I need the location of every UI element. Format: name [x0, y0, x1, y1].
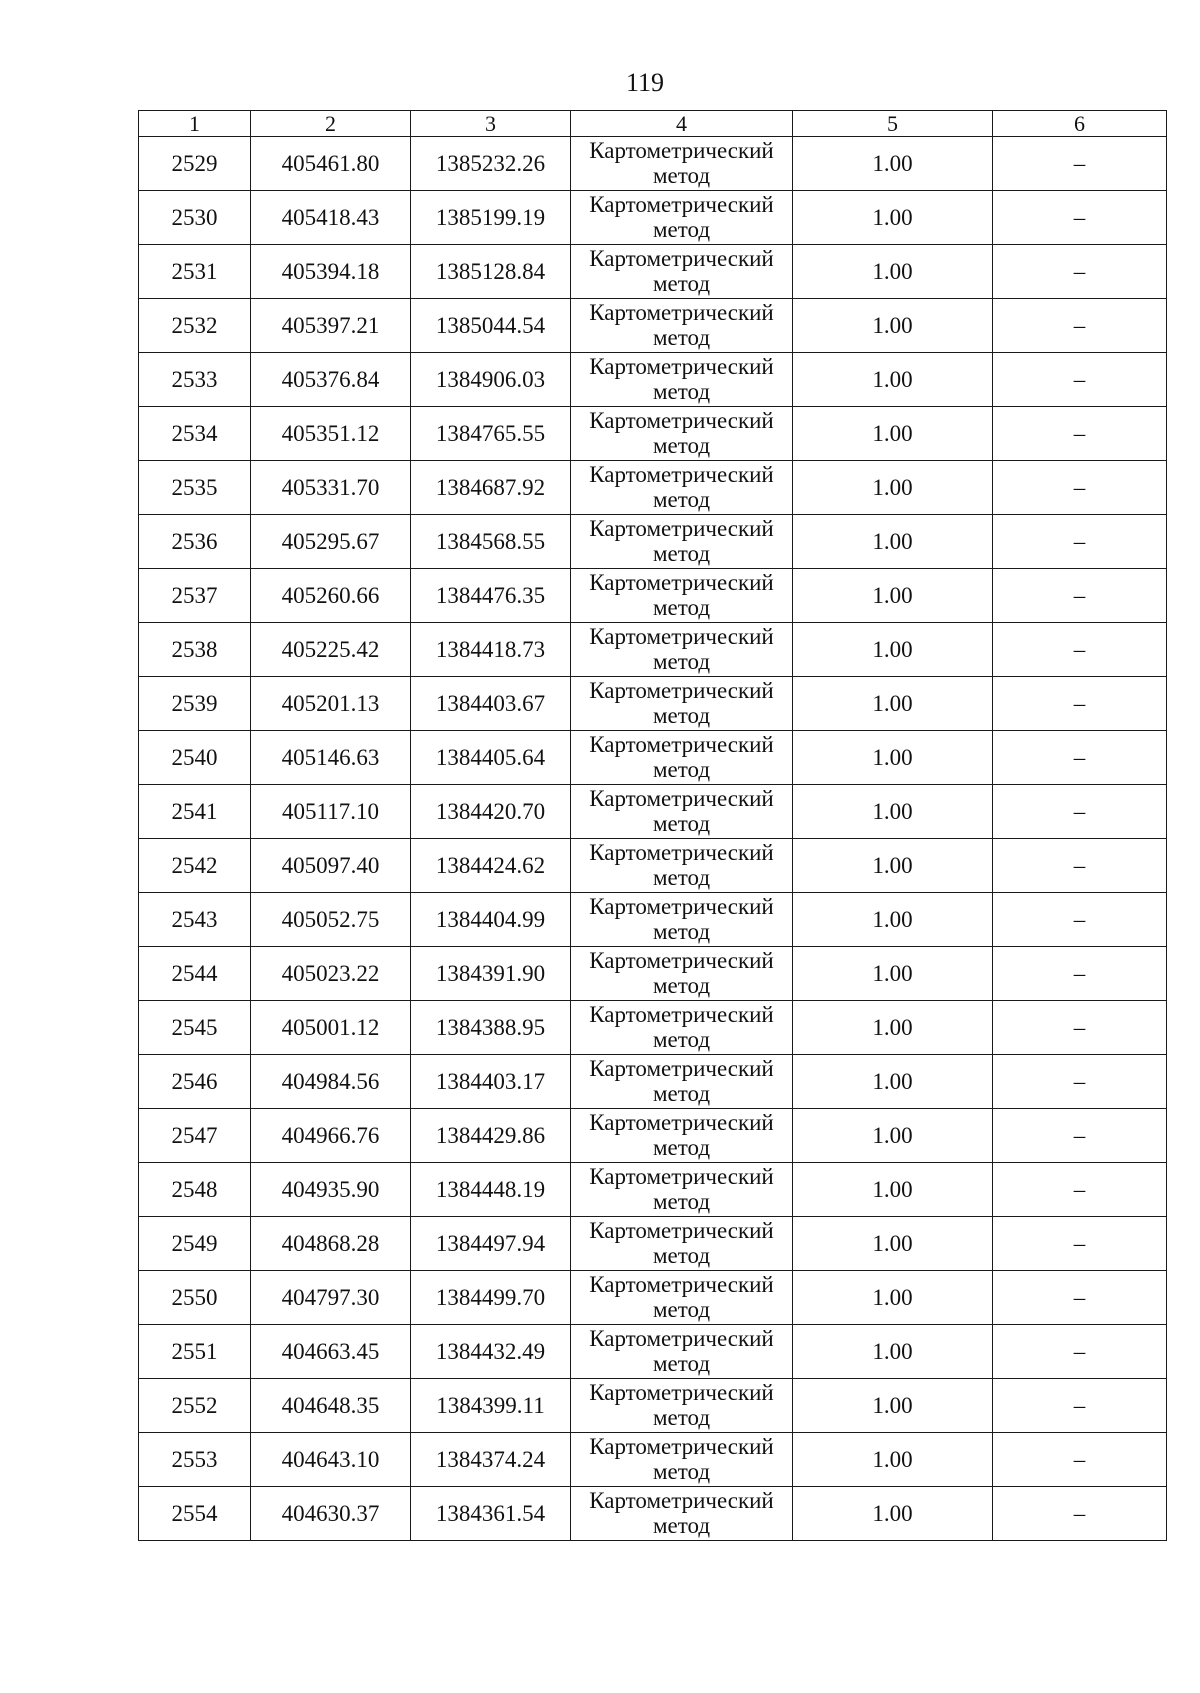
y-coordinate-cell: 1384432.49 [411, 1325, 571, 1379]
method-line-2: метод [652, 541, 711, 566]
x-coordinate-cell: 404648.35 [251, 1379, 411, 1433]
note-cell: – [993, 677, 1167, 731]
table-row [139, 1217, 1167, 1271]
method-cell [571, 947, 793, 1001]
point-number-cell: 2529 [139, 137, 251, 191]
accuracy-cell: 1.00 [793, 1055, 993, 1109]
method-line-1: Картометрический [589, 138, 774, 163]
y-coordinate-cell: 1384765.55 [411, 407, 571, 461]
method-cell [571, 461, 793, 515]
x-coordinate-cell: 405397.21 [251, 299, 411, 353]
accuracy-cell: 1.00 [793, 1487, 993, 1541]
note-cell: – [993, 1217, 1167, 1271]
note-cell: – [993, 839, 1167, 893]
method-cell [571, 1433, 793, 1487]
method-line-1: Картометрический [589, 678, 774, 703]
note-cell: – [993, 1001, 1167, 1055]
note-cell: – [993, 245, 1167, 299]
x-coordinate-cell: 405376.84 [251, 353, 411, 407]
method-line-1: Картометрический [589, 1326, 774, 1351]
point-number-cell: 2549 [139, 1217, 251, 1271]
table-row [139, 569, 1167, 623]
point-number-cell: 2539 [139, 677, 251, 731]
method-line-2: метод [652, 1189, 711, 1214]
method-line-2: метод [652, 1297, 711, 1322]
table-header [139, 111, 1167, 137]
y-coordinate-cell: 1384568.55 [411, 515, 571, 569]
method-cell [571, 623, 793, 677]
note-cell: – [993, 569, 1167, 623]
method-line-1: Картометрический [589, 948, 774, 973]
method-line-1: Картометрический [589, 1380, 774, 1405]
note-cell: – [993, 299, 1167, 353]
note-cell: – [993, 1487, 1167, 1541]
table-row [139, 1379, 1167, 1433]
y-coordinate-cell: 1384399.11 [411, 1379, 571, 1433]
point-number-cell: 2543 [139, 893, 251, 947]
accuracy-cell: 1.00 [793, 1271, 993, 1325]
x-coordinate-cell: 404630.37 [251, 1487, 411, 1541]
accuracy-cell: 1.00 [793, 137, 993, 191]
y-coordinate-cell: 1384906.03 [411, 353, 571, 407]
note-cell: – [993, 623, 1167, 677]
y-coordinate-cell: 1384497.94 [411, 1217, 571, 1271]
method-line-2: метод [652, 811, 711, 836]
table-row [139, 353, 1167, 407]
x-coordinate-cell: 405097.40 [251, 839, 411, 893]
x-coordinate-cell: 404935.90 [251, 1163, 411, 1217]
method-cell [571, 299, 793, 353]
table-row [139, 137, 1167, 191]
method-cell [571, 1487, 793, 1541]
table-row [139, 515, 1167, 569]
x-coordinate-cell: 405295.67 [251, 515, 411, 569]
method-line-2: метод [652, 865, 711, 890]
method-line-2: метод [652, 1027, 711, 1052]
method-line-2: метод [652, 1081, 711, 1106]
accuracy-cell: 1.00 [793, 569, 993, 623]
method-line-1: Картометрический [589, 1056, 774, 1081]
table-row [139, 1487, 1167, 1541]
accuracy-cell: 1.00 [793, 623, 993, 677]
method-cell [571, 245, 793, 299]
x-coordinate-cell: 404984.56 [251, 1055, 411, 1109]
y-coordinate-cell: 1384429.86 [411, 1109, 571, 1163]
table-row [139, 731, 1167, 785]
x-coordinate-cell: 405001.12 [251, 1001, 411, 1055]
method-cell [571, 731, 793, 785]
x-coordinate-cell: 405117.10 [251, 785, 411, 839]
method-cell [571, 677, 793, 731]
method-cell [571, 1109, 793, 1163]
table-row [139, 623, 1167, 677]
note-cell: – [993, 461, 1167, 515]
table-row [139, 677, 1167, 731]
method-line-2: метод [652, 649, 711, 674]
note-cell: – [993, 1379, 1167, 1433]
x-coordinate-cell: 405394.18 [251, 245, 411, 299]
x-coordinate-cell: 405201.13 [251, 677, 411, 731]
method-line-2: метод [652, 1405, 711, 1430]
method-line-1: Картометрический [589, 1164, 774, 1189]
accuracy-cell: 1.00 [793, 1163, 993, 1217]
table-row [139, 1109, 1167, 1163]
accuracy-cell: 1.00 [793, 245, 993, 299]
method-line-1: Картометрический [589, 732, 774, 757]
method-line-1: Картометрический [589, 246, 774, 271]
method-line-2: метод [652, 325, 711, 350]
method-cell [571, 1325, 793, 1379]
method-line-1: Картометрический [589, 1110, 774, 1135]
method-line-2: метод [652, 703, 711, 728]
x-coordinate-cell: 404663.45 [251, 1325, 411, 1379]
table-row [139, 1055, 1167, 1109]
note-cell: – [993, 1109, 1167, 1163]
method-line-2: метод [652, 919, 711, 944]
page-number: 119 [625, 68, 665, 97]
table-row [139, 1163, 1167, 1217]
note-cell: – [993, 893, 1167, 947]
y-coordinate-cell: 1385199.19 [411, 191, 571, 245]
x-coordinate-cell: 404966.76 [251, 1109, 411, 1163]
table-row [139, 299, 1167, 353]
point-number-cell: 2530 [139, 191, 251, 245]
method-line-2: метод [652, 271, 711, 296]
note-cell: – [993, 1433, 1167, 1487]
accuracy-cell: 1.00 [793, 191, 993, 245]
method-line-1: Картометрический [589, 1272, 774, 1297]
method-line-2: метод [652, 487, 711, 512]
accuracy-cell: 1.00 [793, 515, 993, 569]
point-number-cell: 2542 [139, 839, 251, 893]
table-row [139, 893, 1167, 947]
method-cell [571, 893, 793, 947]
method-cell [571, 839, 793, 893]
x-coordinate-cell: 405418.43 [251, 191, 411, 245]
accuracy-cell: 1.00 [793, 839, 993, 893]
method-cell [571, 353, 793, 407]
y-coordinate-cell: 1384424.62 [411, 839, 571, 893]
point-number-cell: 2534 [139, 407, 251, 461]
x-coordinate-cell: 405260.66 [251, 569, 411, 623]
method-cell [571, 191, 793, 245]
note-cell: – [993, 353, 1167, 407]
note-cell: – [993, 1163, 1167, 1217]
point-number-cell: 2532 [139, 299, 251, 353]
method-line-1: Картометрический [589, 624, 774, 649]
x-coordinate-cell: 405461.80 [251, 137, 411, 191]
method-cell [571, 1379, 793, 1433]
method-line-2: метод [652, 595, 711, 620]
header-col-3: 3 [411, 111, 571, 137]
method-line-1: Картометрический [589, 1434, 774, 1459]
table-row [139, 1001, 1167, 1055]
y-coordinate-cell: 1384404.99 [411, 893, 571, 947]
accuracy-cell: 1.00 [793, 353, 993, 407]
header-col-4: 4 [571, 111, 793, 137]
x-coordinate-cell: 404797.30 [251, 1271, 411, 1325]
method-line-2: метод [652, 1135, 711, 1160]
point-number-cell: 2531 [139, 245, 251, 299]
x-coordinate-cell: 404868.28 [251, 1217, 411, 1271]
point-number-cell: 2544 [139, 947, 251, 1001]
method-line-1: Картометрический [589, 570, 774, 595]
header-col-2: 2 [251, 111, 411, 137]
point-number-cell: 2538 [139, 623, 251, 677]
point-number-cell: 2537 [139, 569, 251, 623]
method-line-1: Картометрический [589, 300, 774, 325]
coordinates-table [138, 110, 1167, 1541]
x-coordinate-cell: 405023.22 [251, 947, 411, 1001]
accuracy-cell: 1.00 [793, 299, 993, 353]
x-coordinate-cell: 405351.12 [251, 407, 411, 461]
method-line-2: метод [652, 1513, 711, 1538]
method-line-1: Картометрический [589, 786, 774, 811]
x-coordinate-cell: 405146.63 [251, 731, 411, 785]
y-coordinate-cell: 1384374.24 [411, 1433, 571, 1487]
method-line-2: метод [652, 973, 711, 998]
method-line-1: Картометрический [589, 1218, 774, 1243]
accuracy-cell: 1.00 [793, 461, 993, 515]
accuracy-cell: 1.00 [793, 947, 993, 1001]
method-cell [571, 1001, 793, 1055]
method-line-1: Картометрический [589, 192, 774, 217]
point-number-cell: 2548 [139, 1163, 251, 1217]
note-cell: – [993, 515, 1167, 569]
note-cell: – [993, 407, 1167, 461]
table-row [139, 947, 1167, 1001]
note-cell: – [993, 1325, 1167, 1379]
x-coordinate-cell: 405225.42 [251, 623, 411, 677]
method-cell [571, 515, 793, 569]
method-cell [571, 569, 793, 623]
table-row [139, 839, 1167, 893]
method-line-2: метод [652, 1243, 711, 1268]
accuracy-cell: 1.00 [793, 677, 993, 731]
point-number-cell: 2546 [139, 1055, 251, 1109]
point-number-cell: 2550 [139, 1271, 251, 1325]
y-coordinate-cell: 1384388.95 [411, 1001, 571, 1055]
note-cell: – [993, 947, 1167, 1001]
method-line-2: метод [652, 163, 711, 188]
accuracy-cell: 1.00 [793, 785, 993, 839]
method-line-2: метод [652, 379, 711, 404]
header-col-6: 6 [993, 111, 1167, 137]
method-line-2: метод [652, 217, 711, 242]
table-row [139, 461, 1167, 515]
y-coordinate-cell: 1385128.84 [411, 245, 571, 299]
x-coordinate-cell: 404643.10 [251, 1433, 411, 1487]
y-coordinate-cell: 1385044.54 [411, 299, 571, 353]
method-line-1: Картометрический [589, 1002, 774, 1027]
y-coordinate-cell: 1384418.73 [411, 623, 571, 677]
y-coordinate-cell: 1384420.70 [411, 785, 571, 839]
accuracy-cell: 1.00 [793, 1001, 993, 1055]
y-coordinate-cell: 1384405.64 [411, 731, 571, 785]
method-cell [571, 1055, 793, 1109]
y-coordinate-cell: 1384499.70 [411, 1271, 571, 1325]
y-coordinate-cell: 1384448.19 [411, 1163, 571, 1217]
point-number-cell: 2535 [139, 461, 251, 515]
table-row [139, 407, 1167, 461]
method-cell [571, 785, 793, 839]
note-cell: – [993, 1271, 1167, 1325]
note-cell: – [993, 137, 1167, 191]
point-number-cell: 2553 [139, 1433, 251, 1487]
table-row [139, 1271, 1167, 1325]
accuracy-cell: 1.00 [793, 407, 993, 461]
note-cell: – [993, 731, 1167, 785]
point-number-cell: 2541 [139, 785, 251, 839]
method-line-1: Картометрический [589, 894, 774, 919]
accuracy-cell: 1.00 [793, 1379, 993, 1433]
method-cell [571, 137, 793, 191]
method-line-2: метод [652, 1351, 711, 1376]
method-cell [571, 407, 793, 461]
method-line-1: Картометрический [589, 516, 774, 541]
accuracy-cell: 1.00 [793, 1325, 993, 1379]
point-number-cell: 2554 [139, 1487, 251, 1541]
header-row [139, 111, 1167, 137]
point-number-cell: 2545 [139, 1001, 251, 1055]
header-col-5: 5 [793, 111, 993, 137]
point-number-cell: 2533 [139, 353, 251, 407]
note-cell: – [993, 1055, 1167, 1109]
y-coordinate-cell: 1384361.54 [411, 1487, 571, 1541]
point-number-cell: 2552 [139, 1379, 251, 1433]
accuracy-cell: 1.00 [793, 1217, 993, 1271]
table-row [139, 245, 1167, 299]
table-row [139, 1433, 1167, 1487]
note-cell: – [993, 785, 1167, 839]
y-coordinate-cell: 1385232.26 [411, 137, 571, 191]
method-line-2: метод [652, 757, 711, 782]
point-number-cell: 2551 [139, 1325, 251, 1379]
method-cell [571, 1217, 793, 1271]
method-line-2: метод [652, 1459, 711, 1484]
accuracy-cell: 1.00 [793, 1433, 993, 1487]
x-coordinate-cell: 405052.75 [251, 893, 411, 947]
y-coordinate-cell: 1384403.67 [411, 677, 571, 731]
header-col-1: 1 [139, 111, 251, 137]
accuracy-cell: 1.00 [793, 893, 993, 947]
accuracy-cell: 1.00 [793, 731, 993, 785]
method-line-1: Картометрический [589, 840, 774, 865]
table-row [139, 191, 1167, 245]
method-cell [571, 1163, 793, 1217]
point-number-cell: 2547 [139, 1109, 251, 1163]
accuracy-cell: 1.00 [793, 1109, 993, 1163]
method-line-1: Картометрический [589, 1488, 774, 1513]
x-coordinate-cell: 405331.70 [251, 461, 411, 515]
table-row [139, 785, 1167, 839]
note-cell: – [993, 191, 1167, 245]
method-line-1: Картометрический [589, 354, 774, 379]
y-coordinate-cell: 1384476.35 [411, 569, 571, 623]
point-number-cell: 2536 [139, 515, 251, 569]
table-row [139, 1325, 1167, 1379]
y-coordinate-cell: 1384403.17 [411, 1055, 571, 1109]
y-coordinate-cell: 1384687.92 [411, 461, 571, 515]
method-cell [571, 1271, 793, 1325]
method-line-1: Картометрический [589, 462, 774, 487]
method-line-1: Картометрический [589, 408, 774, 433]
table-body [139, 137, 1167, 1541]
point-number-cell: 2540 [139, 731, 251, 785]
method-line-2: метод [652, 433, 711, 458]
y-coordinate-cell: 1384391.90 [411, 947, 571, 1001]
